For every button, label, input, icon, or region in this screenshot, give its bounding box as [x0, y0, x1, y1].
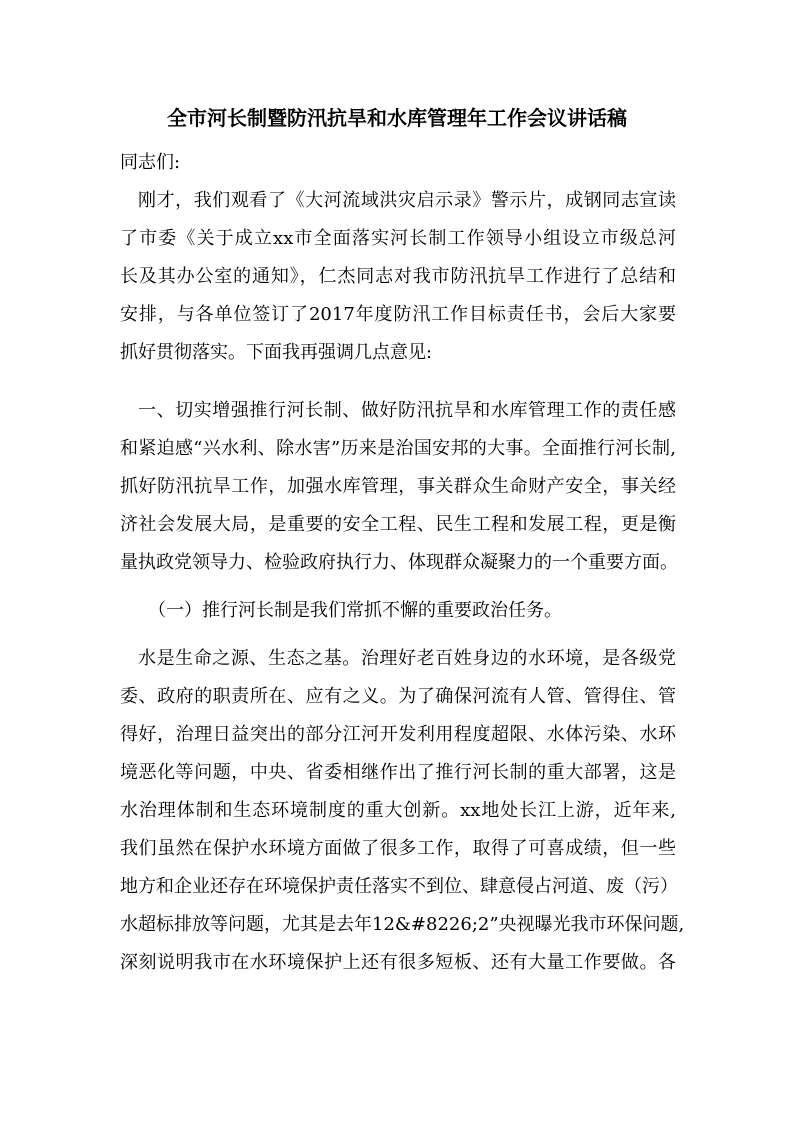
body-line: 境恶化等问题，中央、省委相继作出了推行河长制的重大部署，这是 [120, 762, 676, 783]
body-line: 了市委《关于成立xx市全面落实河长制工作领导小组设立市级总河 [120, 228, 676, 249]
body-line: 济社会发展大局，是重要的安全工程、民生工程和发展工程，更是衡 [120, 514, 676, 535]
body-line: 安排，与各单位签订了2017年度防汛工作目标责任书，会后大家要 [120, 304, 676, 325]
document-title: 全市河长制暨防汛抗旱和水库管理年工作会议讲话稿 [167, 106, 627, 130]
body-line: 抓好贯彻落实。下面我再强调几点意见: [120, 342, 433, 363]
body-line: 抓好防汛抗旱工作，加强水库管理，事关群众生命财产安全，事关经 [120, 476, 676, 497]
body-line: 委、政府的职责所在、应有之义。为了确保河流有人管、管得住、管 [120, 686, 676, 707]
salutation: 同志们: [120, 152, 181, 173]
section-heading: （一）推行河长制是我们常抓不懈的重要政治任务。 [148, 600, 562, 621]
body-line: 量执政党领导力、检验政府执行力、体现群众凝聚力的一个重要方面。 [120, 552, 678, 573]
body-line: 水治理体制和生态环境制度的重大创新。xx地处长江上游，近年来, [120, 800, 676, 821]
body-line: 水是生命之源、生态之基。治理好老百姓身边的水环境，是各级党 [138, 648, 676, 669]
body-line: 刚才，我们观看了《大河流域洪灾启示录》警示片，成钢同志宣读 [138, 190, 676, 211]
body-line: 深刻说明我市在水环境保护上还有很多短板、还有大量工作要做。各 [120, 952, 676, 973]
body-line: 得好，治理日益突出的部分江河开发利用程度超限、水体污染、水环 [120, 724, 676, 745]
body-line: 水超标排放等问题，尤其是去年12&#8226;2”央视曝光我市环保问题, [120, 914, 685, 935]
body-line: 地方和企业还存在环境保护责任落实不到位、肆意侵占河道、废（污） [120, 876, 678, 897]
body-line: 一、切实增强推行河长制、做好防汛抗旱和水库管理工作的责任感 [138, 400, 676, 421]
body-line: 和紧迫感“兴水利、除水害”历来是治国安邦的大事。全面推行河长制, [120, 438, 676, 459]
body-line: 长及其办公室的通知》，仁杰同志对我市防汛抗旱工作进行了总结和 [120, 266, 676, 287]
body-line: 我们虽然在保护水环境方面做了很多工作，取得了可喜成绩，但一些 [120, 838, 676, 859]
